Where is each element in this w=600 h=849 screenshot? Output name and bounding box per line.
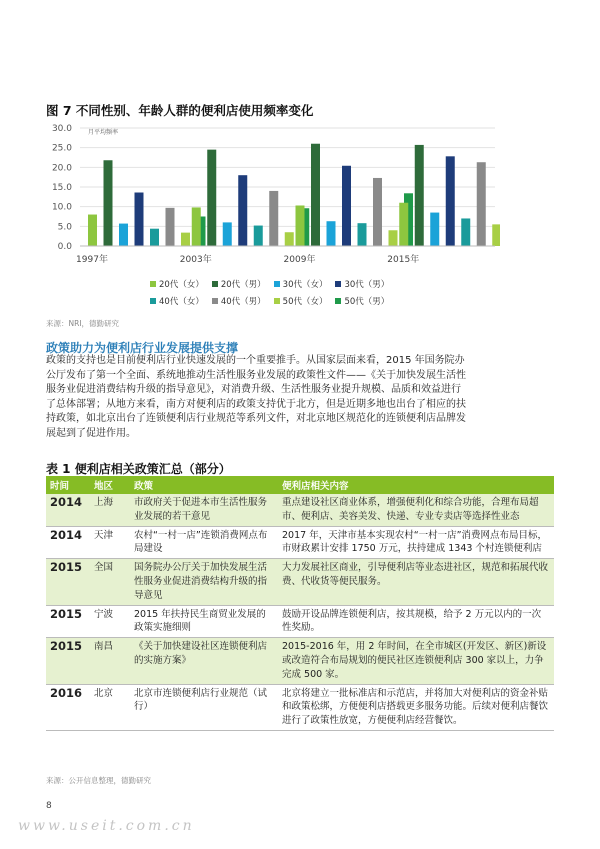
paragraph-line: 政策的支持也是目前便利店行业快速发展的一个重要推手。从国家层面来看，2015 年国务院办: [46, 355, 465, 366]
bar: [492, 224, 500, 246]
bar: [88, 215, 97, 246]
row-year: 2015: [46, 605, 90, 638]
legend-row: [150, 295, 480, 307]
table-row: [46, 559, 554, 605]
paragraph-line: 服务业促进消费结构升级的指导意见》，对消费升级、生活性服务业提升规模、品质和效益进行: [46, 384, 461, 396]
row-policy: 国务院办公厅关于加快发展生活性服务业促进消费结构升级的指导意见: [130, 559, 278, 605]
row-area: 宁波: [90, 605, 130, 638]
header-area: 地区: [90, 476, 130, 494]
row-policy: 市政府关于促进本市生活性服务业发展的若干意见: [130, 494, 278, 526]
bar: [119, 224, 128, 246]
table-row: [46, 526, 554, 559]
row-policy: 2015 年扶持民生商贸业发展的政策实施细则: [130, 605, 278, 638]
row-year: 2015: [46, 559, 90, 605]
row-policy: 北京市连锁便利店行业规范（试行）: [130, 684, 278, 730]
policy-table: [46, 476, 554, 731]
row-year: 2015: [46, 638, 90, 684]
legend-entry: [212, 295, 266, 307]
y-tick-label: 10.0: [51, 202, 72, 213]
x-tick-label: 2003年: [179, 255, 212, 265]
legend-entry: [150, 295, 204, 307]
bar: [342, 166, 351, 246]
row-area: 天津: [90, 526, 130, 559]
legend-swatch: [212, 281, 218, 287]
bar: [181, 233, 190, 246]
bar: [135, 193, 144, 246]
figure-source: 来源：NRI，德勤研究: [46, 319, 120, 328]
page-number: 8: [46, 801, 52, 811]
bar: [254, 226, 263, 246]
legend-entry: [212, 278, 266, 290]
bar-chart: [40, 118, 500, 273]
legend-swatch: [335, 281, 341, 287]
table-source: 来源：公开信息整理，德勤研究: [46, 776, 151, 785]
bar: [269, 191, 278, 246]
row-year: 2016: [46, 684, 90, 730]
watermark: www.useit.com.cn: [18, 818, 195, 834]
legend-swatch: [274, 281, 280, 287]
figure-title: 图 7 不同性别、年龄人群的便利店使用频率变化: [46, 103, 314, 118]
row-content: 鼓励开设品牌连锁便利店，按其规模，给予 2 万元以内的一次性奖励。: [278, 605, 554, 638]
bar: [192, 207, 201, 246]
row-area: 南昌: [90, 638, 130, 684]
row-area: 北京: [90, 684, 130, 730]
legend-label: 30代（女）: [282, 280, 328, 290]
bar: [327, 221, 336, 246]
legend-label: 20代（男）: [220, 280, 266, 290]
row-area: 上海: [90, 494, 130, 526]
table-header-row: [46, 476, 554, 494]
paragraph-line: 公厅发布了第一个全面、系统地推动生活性服务业发展的政策性文件——《关于加快发展生活性: [46, 369, 466, 381]
x-tick-label: 2009年: [283, 255, 316, 265]
legend-entry: [335, 295, 389, 307]
legend-entry: [274, 295, 328, 307]
row-policy: 《关于加快建设社区连锁便利店的实施方案》: [130, 638, 278, 684]
bar: [373, 178, 382, 246]
header-policy: 政策: [130, 476, 278, 494]
y-tick-label: 5.0: [57, 222, 72, 233]
bar: [389, 230, 398, 246]
legend-label: 20代（女）: [159, 280, 204, 290]
section-paragraph: [46, 354, 554, 442]
bar: [285, 232, 294, 246]
legend-label: 50代（女）: [282, 297, 328, 307]
bar: [223, 222, 232, 246]
header-content: 便利店相关内容: [278, 476, 554, 494]
y-tick-label: 0.0: [57, 242, 72, 252]
legend-label: 30代（男）: [344, 280, 390, 290]
legend-swatch: [335, 298, 341, 304]
x-tick-label: 2015年: [387, 255, 420, 265]
row-content: 北京将建立一批标准店和示范店，并将加大对便利店的资金补贴和政策松绑，方便便利店搭载更多服务功能。后续对便利店餐饮进行了政策性放宽，方便便利店经营餐饮。: [278, 684, 554, 730]
legend-swatch: [150, 298, 156, 304]
row-year: 2014: [46, 526, 90, 559]
bar: [477, 162, 486, 246]
legend-entry: [274, 278, 328, 290]
bar: [415, 145, 424, 246]
paragraph-line: 持政策，如北京出台了连锁便利店行业规范等系列文件，对北京地区规范化的连锁便利店品牌发: [46, 413, 466, 425]
bar: [238, 175, 247, 246]
legend-swatch: [150, 281, 156, 287]
table-row: [46, 494, 554, 526]
bar: [311, 144, 320, 246]
bar: [461, 218, 470, 246]
bar: [166, 208, 175, 246]
y-tick-label: 25.0: [51, 143, 72, 154]
row-area: 全国: [90, 559, 130, 605]
table-row: [46, 684, 554, 730]
bar: [430, 213, 439, 246]
legend-swatch: [274, 298, 280, 304]
row-content: 2017 年，天津市基本实现农村“一村一店”消费网点布局目标，市财政累计安排 1750 万元，扶持建成 1343 个村连锁便利店: [278, 526, 554, 559]
row-content: 大力发展社区商业，引导便利店等业态进社区，规范和拓展代收费、代收货等便民服务。: [278, 559, 554, 605]
row-policy: 农村“一村一店”连锁消费网点布局建设: [130, 526, 278, 559]
bar: [296, 205, 305, 246]
table-row: [46, 605, 554, 638]
legend-row: [150, 278, 480, 290]
bar: [104, 160, 113, 246]
y-axis-label: 月平均频率: [88, 129, 119, 136]
bar: [358, 223, 367, 246]
table-row: [46, 638, 554, 684]
legend-label: 50代（男）: [344, 297, 390, 307]
paragraph-line: 了总体部署；从地方来看，南方对便利店的政策支持优于北方，但是近期多地也出台了相应的扶: [46, 398, 466, 410]
row-year: 2014: [46, 494, 90, 526]
legend-swatch: [212, 298, 218, 304]
legend-label: 40代（男）: [220, 297, 266, 307]
y-tick-label: 30.0: [51, 124, 72, 134]
row-content: 重点建设社区商业体系，增强便利化和综合功能，合理布局超市、便利店、美容美发、快递、专业专卖店等选择性业态: [278, 494, 554, 526]
bar: [150, 229, 159, 246]
row-content: 2015-2016 年，用 2 年时间，在全市城区(开发区、新区)新设或改造符合布局规划的便民社区连锁便利店 300 家以上，力争完成 500 家。: [278, 638, 554, 684]
legend-entry: [335, 278, 389, 290]
table-title: 表 1 便利店相关政策汇总（部分）: [46, 462, 231, 476]
y-tick-label: 20.0: [51, 163, 72, 174]
bar: [399, 203, 408, 246]
x-tick-label: 1997年: [76, 255, 108, 265]
legend-label: 40代（女）: [159, 297, 204, 307]
header-year: 时间: [46, 476, 90, 494]
section-title: 政策助力为便利店行业发展提供支撑: [46, 341, 239, 355]
legend-entry: [150, 278, 204, 290]
paragraph-line: 展起到了促进作用。: [46, 427, 136, 439]
bar: [446, 156, 455, 246]
y-tick-label: 15.0: [51, 183, 72, 193]
bar: [207, 150, 216, 246]
chart-legend: [150, 278, 480, 312]
